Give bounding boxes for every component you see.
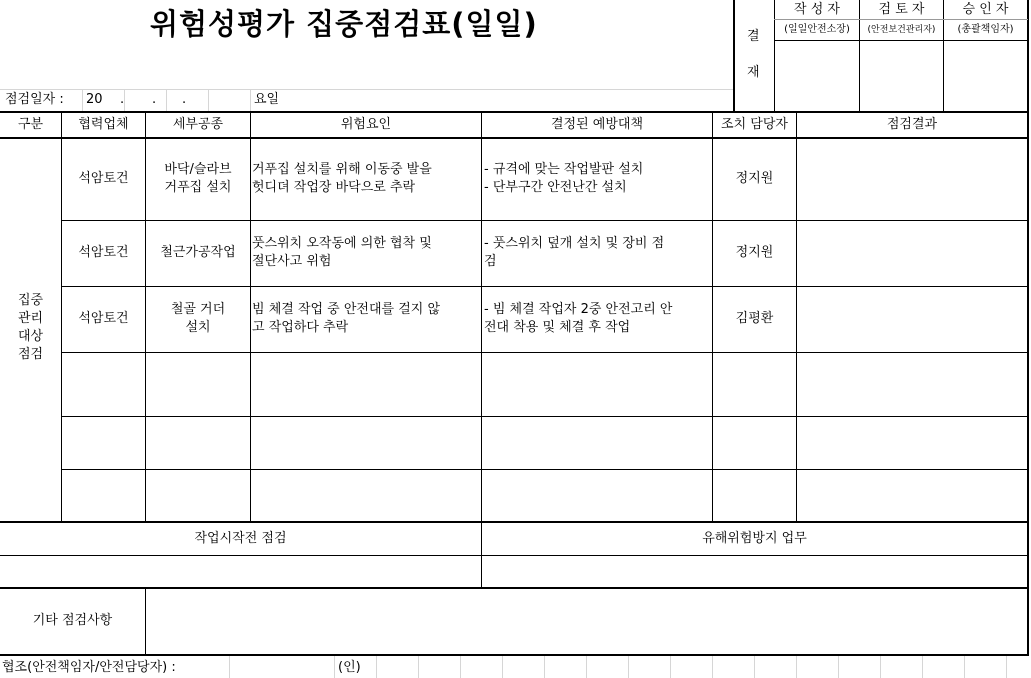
approval-sub-author: (일일안전소장)	[784, 24, 850, 35]
inspection-date-dot-1: .	[120, 92, 125, 107]
row-company: 석암토건	[78, 171, 129, 186]
row-measure: - 규격에 맞는 작업발판 설치 - 단부구간 안전난간 설치	[484, 162, 644, 195]
row-result[interactable]	[797, 140, 1027, 220]
header-work-type: 세부공종	[172, 117, 224, 132]
header-category: 구분	[17, 117, 44, 132]
row-company: 석암토건	[78, 311, 129, 326]
page-title: 위험성평가 집중점검표(일일)	[150, 7, 538, 41]
row-measure: - 빔 체결 작업자 2중 안전고리 안 전대 착용 및 체결 후 작업	[484, 302, 673, 335]
seal-mark: (인)	[338, 660, 361, 675]
row-work-type: 철근가공작업	[160, 245, 236, 260]
approval-sign-author[interactable]	[775, 41, 859, 111]
header-company: 협력업체	[78, 117, 129, 132]
category-cell: 집중 관리 대상 점검	[17, 293, 44, 362]
empty-row[interactable]	[62, 417, 1027, 469]
row-result[interactable]	[797, 221, 1027, 286]
inspection-date-year[interactable]: 20	[86, 92, 103, 107]
header-measure: 결정된 예방대책	[550, 117, 644, 132]
approval-sub-approver: (총괄책임자)	[957, 24, 1014, 35]
row-person: 정지원	[735, 171, 774, 186]
pre-work-check-label: 작업시작전 점검	[194, 531, 287, 546]
row-work-type: 철골 거더 설치	[170, 302, 226, 335]
pre-work-check-field[interactable]	[0, 556, 481, 587]
row-hazard: 거푸집 설치를 위해 이동중 발을 헛디뎌 작업장 바닥으로 추락	[252, 162, 432, 195]
approval-sign-reviewer[interactable]	[860, 41, 943, 111]
header-hazard: 위험요인	[340, 117, 392, 132]
other-check-field[interactable]	[146, 589, 1027, 654]
approval-role-reviewer: 검 토 자	[878, 2, 925, 17]
row-result[interactable]	[797, 287, 1027, 352]
cooperation-label: 협조(안전책임자/안전담당자) :	[2, 660, 176, 675]
empty-row[interactable]	[62, 353, 1027, 416]
inspection-date-dot-3: .	[182, 92, 187, 107]
row-company: 석암토건	[78, 245, 129, 260]
inspection-weekday: 요일	[254, 92, 280, 107]
row-hazard: 풋스위치 오작동에 의한 협착 및 절단사고 위험	[252, 236, 432, 269]
inspection-date-label: 점검일자 :	[5, 92, 64, 107]
harm-prevention-label: 유해위험방지 업무	[702, 531, 807, 546]
row-person: 정지원	[735, 245, 774, 260]
header-result: 점검결과	[886, 117, 938, 132]
approval-sign-approver[interactable]	[944, 41, 1027, 111]
row-work-type: 바닥/슬라브 거푸집 설치	[164, 162, 232, 195]
row-person: 김평환	[735, 311, 774, 326]
empty-row[interactable]	[62, 470, 1027, 521]
header-person: 조치 담당자	[721, 117, 788, 132]
approval-side-label-1: 결	[747, 29, 760, 44]
row-hazard: 빔 체결 작업 중 안전대를 걸지 않 고 작업하다 추락	[252, 302, 441, 335]
other-check-label: 기타 점검사항	[32, 613, 113, 628]
inspection-date-dot-2: .	[152, 92, 157, 107]
approval-role-approver: 승 인 자	[962, 2, 1009, 17]
approval-role-author: 작 성 자	[794, 2, 840, 17]
row-measure: - 풋스위치 덮개 설치 및 장비 점 검	[484, 236, 665, 269]
approval-sub-reviewer: (안전보건관리자)	[867, 25, 936, 35]
harm-prevention-field[interactable]	[482, 556, 1027, 587]
approval-side-label-2: 재	[747, 65, 760, 80]
